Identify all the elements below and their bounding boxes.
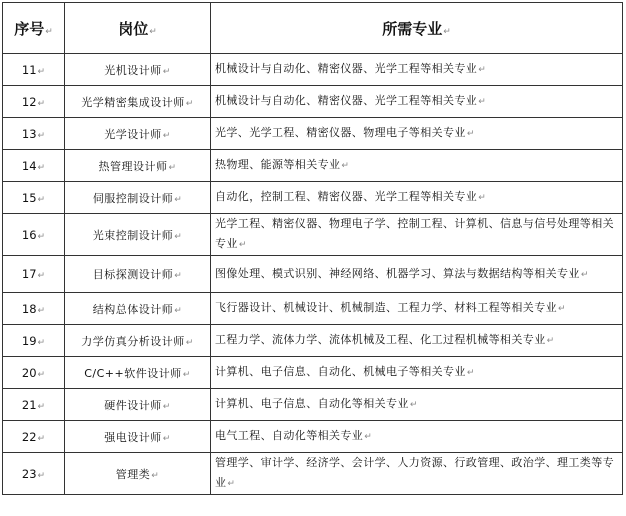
cell-no [3,150,65,182]
cell-no [3,86,65,118]
paragraph-mark-icon: ↵ [37,194,46,205]
row-major-text: 光学、光学工程、精密仪器、物理电子等相关专业 [215,126,466,139]
paragraph-mark-icon: ↵ [478,193,487,203]
row-position-text: 光学精密集成设计师 [81,95,185,109]
table-row [3,421,623,453]
header-major-label: 所需专业 [382,19,443,38]
table-row [3,54,623,86]
cell-no [3,54,65,86]
row-position-text: 强电设计师 [104,430,162,444]
paragraph-mark-icon: ↵ [443,26,451,37]
paragraph-mark-icon: ↵ [162,401,171,412]
cell-position [65,214,211,256]
cell-major [211,325,623,357]
cell-position [65,150,211,182]
cell-position [65,54,211,86]
paragraph-mark-icon: ↵ [546,336,555,346]
header-major [211,3,623,54]
table-row [3,256,623,293]
cell-major [211,118,623,150]
header-position-label: 岗位 [118,19,149,38]
header-position [65,3,211,54]
row-no-text: 17 [21,267,37,281]
row-major-text: 机械设计与自动化、精密仪器、光学工程等相关专业 [215,94,478,107]
cell-position [65,453,211,495]
paragraph-mark-icon: ↵ [37,98,46,109]
row-major-text: 机械设计与自动化、精密仪器、光学工程等相关专业 [215,62,478,75]
paragraph-mark-icon: ↵ [364,432,373,442]
row-position-text: C/C++软件设计师 [84,366,182,380]
paragraph-mark-icon: ↵ [174,231,183,242]
paragraph-mark-icon: ↵ [174,194,183,205]
row-no-text: 16 [21,227,37,242]
row-major-text: 热物理、能源等相关专业 [215,158,341,171]
row-no-text: 22 [21,429,37,444]
paragraph-mark-icon: ↵ [409,400,418,410]
cell-no [3,325,65,357]
row-major-text: 计算机、电子信息、自动化等相关专业 [215,397,409,410]
recruitment-table [2,2,623,495]
row-position-text: 热管理设计师 [98,159,168,173]
paragraph-mark-icon: ↵ [37,369,46,380]
paragraph-mark-icon: ↵ [149,26,157,37]
cell-no [3,118,65,150]
row-major-text: 管理学、审计学、经济学、会计学、人力资源、行政管理、政治学、理工类等专业 [215,456,614,489]
cell-major [211,293,623,325]
cell-position [65,86,211,118]
cell-no [3,421,65,453]
row-no-text: 20 [21,365,37,380]
table-row [3,389,623,421]
table-row [3,118,623,150]
table-row [3,86,623,118]
cell-no [3,182,65,214]
paragraph-mark-icon: ↵ [162,130,171,141]
row-position-text: 结构总体设计师 [92,302,174,316]
paragraph-mark-icon: ↵ [185,98,194,109]
paragraph-mark-icon: ↵ [168,162,177,173]
row-major-text: 工程力学、流体力学、流体机械及工程、化工过程机械等相关专业 [215,333,546,346]
row-no-text: 18 [21,301,37,316]
row-position-text: 光束控制设计师 [92,228,174,242]
paragraph-mark-icon: ↵ [37,130,46,141]
paragraph-mark-icon: ↵ [45,26,53,37]
cell-no [3,293,65,325]
header-no [3,3,65,54]
table-row [3,150,623,182]
row-major-text: 飞行器设计、机械设计、机械制造、工程力学、材料工程等相关专业 [215,301,557,314]
paragraph-mark-icon: ↵ [37,401,46,412]
row-major-text: 光学工程、精密仪器、物理电子学、控制工程、计算机、信息与信号处理等相关专业 [215,217,614,250]
row-position-text: 力学仿真分析设计师 [81,334,185,348]
paragraph-mark-icon: ↵ [478,65,487,75]
row-no-text: 19 [21,333,37,348]
cell-no [3,389,65,421]
cell-major [211,421,623,453]
row-major-text: 计算机、电子信息、自动化、机械电子等相关专业 [215,365,466,378]
paragraph-mark-icon: ↵ [227,479,236,489]
table-row [3,453,623,495]
cell-position [65,357,211,389]
paragraph-mark-icon: ↵ [466,368,475,378]
row-position-text: 光机设计师 [104,63,162,77]
table-row [3,325,623,357]
paragraph-mark-icon: ↵ [174,271,183,281]
paragraph-mark-icon: ↵ [162,433,171,444]
table-row [3,182,623,214]
cell-no [3,453,65,495]
row-major-text: 图像处理、模式识别、神经网络、机器学习、算法与数据结构等相关专业 [215,266,580,280]
table-row [3,214,623,256]
cell-major [211,150,623,182]
paragraph-mark-icon: ↵ [37,433,46,444]
cell-no [3,214,65,256]
cell-position [65,325,211,357]
paragraph-mark-icon: ↵ [162,66,171,77]
cell-major [211,182,623,214]
paragraph-mark-icon: ↵ [37,231,46,242]
cell-major [211,389,623,421]
table-header-row [3,3,623,54]
cell-major [211,54,623,86]
paragraph-mark-icon: ↵ [37,470,46,481]
cell-position [65,118,211,150]
cell-major [211,86,623,118]
table-row [3,293,623,325]
paragraph-mark-icon: ↵ [238,240,247,250]
row-no-text: 21 [21,397,37,412]
paragraph-mark-icon: ↵ [37,162,46,173]
paragraph-mark-icon: ↵ [580,269,589,280]
row-no-text: 15 [21,190,37,205]
paragraph-mark-icon: ↵ [151,470,160,481]
row-no-text: 13 [21,126,37,141]
row-no-text: 12 [21,94,37,109]
row-position-text: 伺服控制设计师 [92,191,174,205]
row-position-text: 光学设计师 [104,127,162,141]
paragraph-mark-icon: ↵ [37,337,46,348]
row-major-text: 电气工程、自动化等相关专业 [215,429,364,442]
paragraph-mark-icon: ↵ [185,337,194,348]
cell-no [3,357,65,389]
cell-major [211,357,623,389]
paragraph-mark-icon: ↵ [37,305,46,316]
paragraph-mark-icon: ↵ [174,305,183,316]
row-no-text: 11 [21,62,37,77]
paragraph-mark-icon: ↵ [478,97,487,107]
paragraph-mark-icon: ↵ [466,129,475,139]
row-no-text: 23 [21,466,37,481]
paragraph-mark-icon: ↵ [37,66,46,77]
cell-position [65,421,211,453]
cell-position [65,256,211,293]
table-row [3,357,623,389]
cell-major [211,256,623,293]
cell-major [211,453,623,495]
cell-position [65,182,211,214]
paragraph-mark-icon: ↵ [341,161,350,171]
row-position-text: 硬件设计师 [104,398,162,412]
cell-no [3,256,65,293]
row-major-text: 自动化，控制工程、精密仪器、光学工程等相关专业 [215,190,478,203]
row-no-text: 14 [21,158,37,173]
paragraph-mark-icon: ↵ [558,304,566,314]
cell-major [211,214,623,256]
cell-position [65,293,211,325]
row-position-text: 管理类 [115,467,151,481]
paragraph-mark-icon: ↵ [182,369,191,380]
cell-position [65,389,211,421]
row-position-text: 目标探测设计师 [92,268,174,281]
header-no-label: 序号 [14,19,45,38]
paragraph-mark-icon: ↵ [37,271,46,281]
